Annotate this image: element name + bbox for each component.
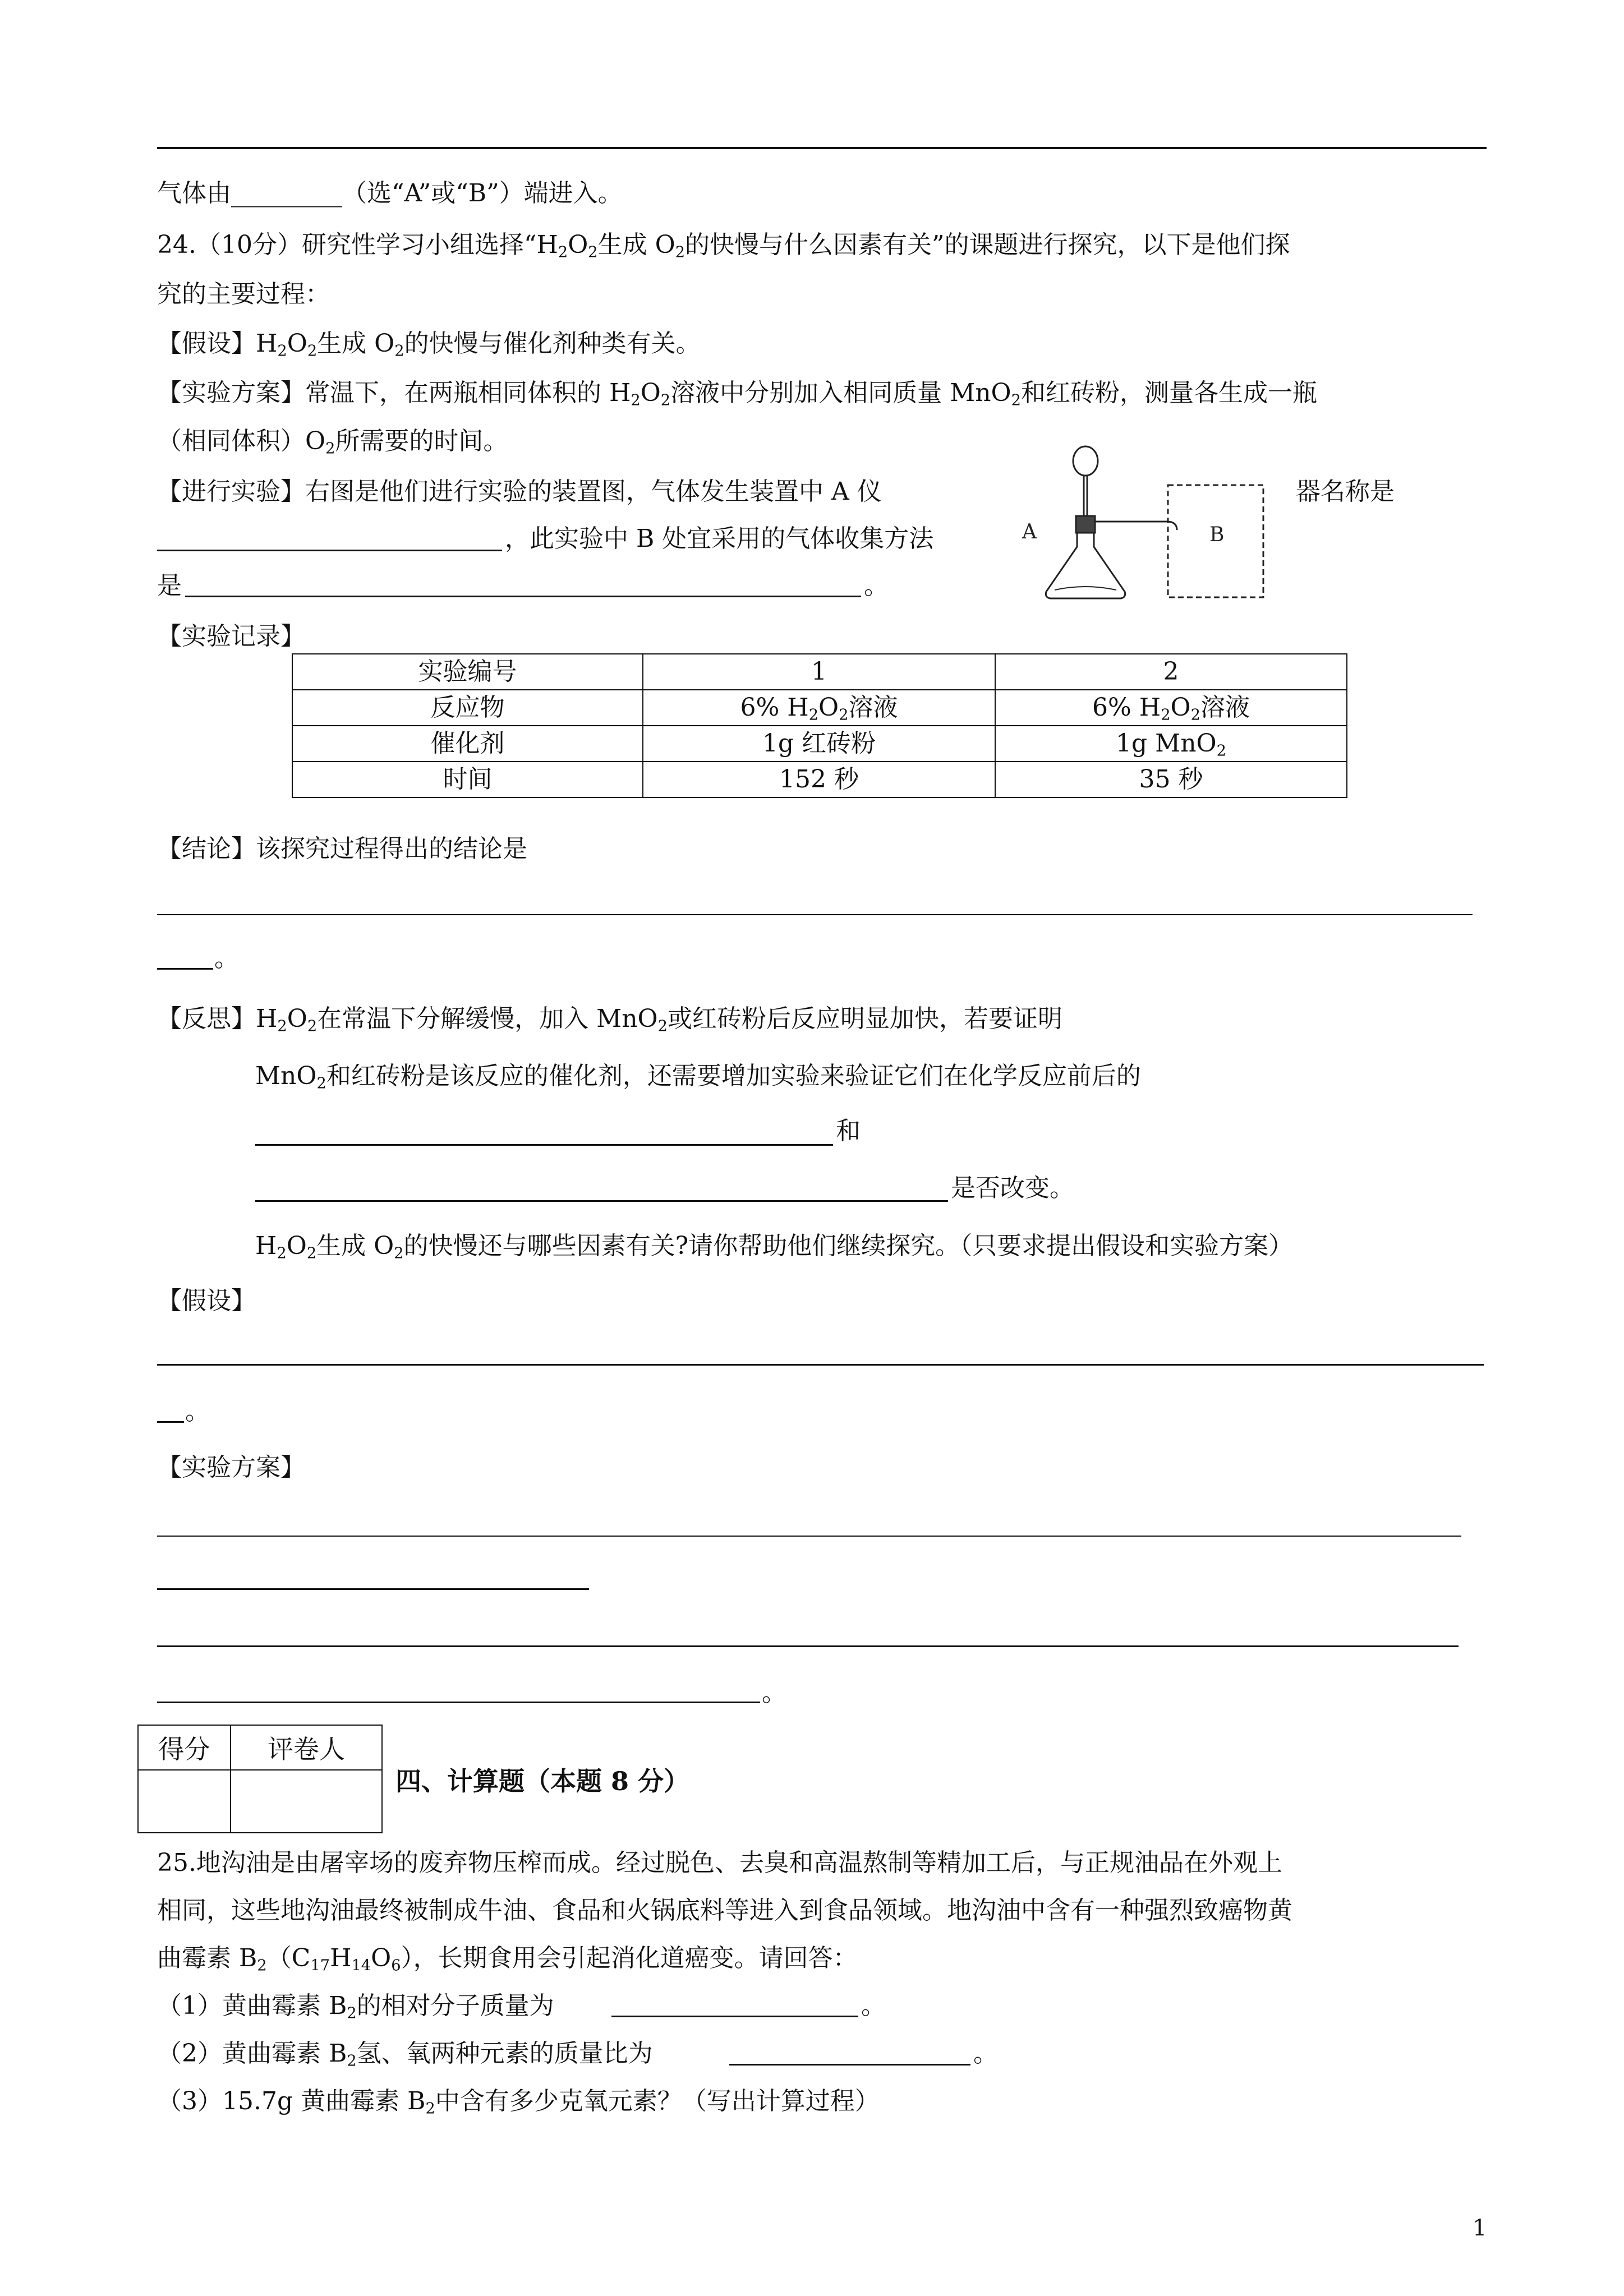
score-box xyxy=(137,1725,383,1833)
experiment-line-3-pre: 是 xyxy=(157,571,182,600)
q25-line-2: 相同，这些地沟油最终被制成牛油、食品和火锅底料等进入到食品领域。地沟油中含有一种强烈致癌物黄 xyxy=(157,1896,1292,1925)
grader-label: 评卷人 xyxy=(231,1725,382,1770)
q25-line-1: 25.地沟油是由屠宰场的废弃物压榨而成。经过脱色、去臭和高温熬制等精加工后，与正规油品在外观上 xyxy=(157,1848,1282,1877)
gas-entry-text: 气体由 xyxy=(157,179,231,208)
header-rule xyxy=(157,147,1487,149)
label-a: A xyxy=(1022,520,1037,543)
table-cell: 时间 xyxy=(292,762,643,797)
delivery-tube xyxy=(1095,522,1177,530)
table-cell: 催化剂 xyxy=(292,726,643,762)
q25-part-3: （3）15.7g 黄曲霉素 $B_2$中含有多少克氧元素？（写出计算过程） xyxy=(157,2087,880,2118)
collection-method-blank[interactable] xyxy=(185,596,861,597)
table-cell: 152 秒 xyxy=(643,762,995,797)
section-title: 四、计算题（本题 8 分） xyxy=(395,1766,690,1796)
plan-2-blank-2[interactable] xyxy=(157,1588,589,1590)
conclusion-end: 。 xyxy=(214,944,239,972)
table-cell: 6% $H_2O_2$溶液 xyxy=(995,690,1347,726)
plan-2-label: 【实验方案】 xyxy=(157,1453,305,1482)
q25-part-2-blank[interactable] xyxy=(729,2064,970,2066)
apparatus-diagram xyxy=(1015,443,1273,606)
table-row xyxy=(138,1770,382,1833)
label-b: B xyxy=(1209,523,1225,546)
q25-part-1: （1）黄曲霉素 $B_2$的相对分子质量为 xyxy=(157,1991,554,2022)
score-cell[interactable] xyxy=(138,1770,231,1833)
hypothesis-2-label: 【假设】 xyxy=(157,1287,256,1315)
q25-line-3: 曲霉素 $B_2(C_{17}H_{14}O_6)$，长期食用会引起消化道癌变。请回答： xyxy=(157,1944,858,1975)
experiment-line-3-end: 。 xyxy=(864,571,889,600)
gas-entry-line xyxy=(157,173,623,209)
table-row xyxy=(292,654,1347,690)
q25-part-2-end: 。 xyxy=(973,2039,998,2068)
conclusion-blank-short[interactable] xyxy=(157,968,213,970)
score-label: 得分 xyxy=(138,1725,231,1770)
table-header-cell: 2 xyxy=(995,654,1347,690)
reflection-line-4: 是否改变。 xyxy=(951,1174,1074,1202)
table-cell: 反应物 xyxy=(292,690,643,726)
experiment-line-1: 【进行实验】右图是他们进行实验的装置图，气体发生装置中 A 仪 xyxy=(157,477,882,506)
conclusion-line: 【结论】该探究过程得出的结论是 xyxy=(157,835,527,863)
further-question: $H_2O_2$生成 $O_2$的快慢还与哪些因素有关?请你帮助他们继续探究。（只要求提出假设和实验方案） xyxy=(255,1232,1294,1262)
hypothesis-2-blank-short[interactable] xyxy=(157,1421,184,1423)
reflection-line-2: MnO$_2$和红砖粉是该反应的催化剂，还需要增加实验来验证它们在化学反应前后的 xyxy=(255,1062,1141,1092)
table-header-cell: 实验编号 xyxy=(292,654,643,690)
page-number: 1 xyxy=(1473,2215,1487,2241)
reflection-blank-2[interactable] xyxy=(255,1200,948,1202)
q25-part-2: （2）黄曲霉素 $B_2$氢、氧两种元素的质量比为 xyxy=(157,2039,653,2070)
grader-cell[interactable] xyxy=(231,1770,382,1833)
table-row xyxy=(292,726,1347,762)
plan-2-blank-1[interactable] xyxy=(157,1536,1461,1537)
plan-line-1: 【实验方案】常温下，在两瓶相同体积的 $H_2O_2$溶液中分别加入相同质量 MnO$_2$和红砖粉，测量各生成一瓶 xyxy=(157,379,1317,409)
conclusion-blank[interactable] xyxy=(157,914,1473,915)
plan-2-blank-4[interactable] xyxy=(157,1702,760,1703)
table-cell: 35 秒 xyxy=(995,762,1347,797)
q25-part-1-blank[interactable] xyxy=(611,2016,858,2017)
plan-2-end: 。 xyxy=(762,1679,786,1707)
hypothesis-2-blank[interactable] xyxy=(157,1364,1484,1366)
funnel-bulb xyxy=(1073,446,1098,476)
table-row xyxy=(292,762,1347,797)
experiment-line-2: ，此实验中 B 处宜采用的气体收集方法 xyxy=(505,524,934,553)
record-heading: 【实验记录】 xyxy=(157,622,305,651)
reflection-line-1: 【反思】$H_2O_2$在常温下分解缓慢，加入 MnO$_2$或红砖粉后反应明显加快，若要证明 xyxy=(157,1004,1062,1035)
instrument-name-blank[interactable] xyxy=(157,550,502,551)
hypothesis-line: 【假设】$H_2O_2$生成 $O_2$的快慢与催化剂种类有关。 xyxy=(157,329,701,360)
plan-2-blank-3[interactable] xyxy=(157,1645,1459,1647)
gas-entry-text-2: （选“A”或“B”）端进入。 xyxy=(342,179,623,208)
hypothesis-2-end: 。 xyxy=(185,1397,210,1426)
table-row xyxy=(292,690,1347,726)
conical-flask xyxy=(1046,533,1125,598)
table-cell: 1g MnO$_2$ xyxy=(995,726,1347,762)
table-cell: 1g 红砖粉 xyxy=(643,726,995,762)
q25-part-1-end: 。 xyxy=(861,1991,886,2020)
table-cell: 6% $H_2O_2$溶液 xyxy=(643,690,995,726)
record-table xyxy=(292,653,1347,798)
experiment-line-1b: 器名称是 xyxy=(1296,477,1395,506)
q24-line-1: 24.（10分）研究性学习小组选择“$H_2O_2$生成 $O_2$的快慢与什么因素有关”的课题进行探究，以下是他们探 xyxy=(157,230,1290,261)
gas-entry-blank[interactable]: _________ xyxy=(231,179,342,208)
q24-line-2: 究的主要过程： xyxy=(157,280,330,308)
reflection-line-3: 和 xyxy=(836,1117,861,1145)
table-row xyxy=(138,1725,382,1770)
table-header-cell: 1 xyxy=(643,654,995,690)
plan-line-2: （相同体积）$O_2$所需要的时间。 xyxy=(157,427,508,458)
reflection-blank-1[interactable] xyxy=(255,1144,833,1146)
